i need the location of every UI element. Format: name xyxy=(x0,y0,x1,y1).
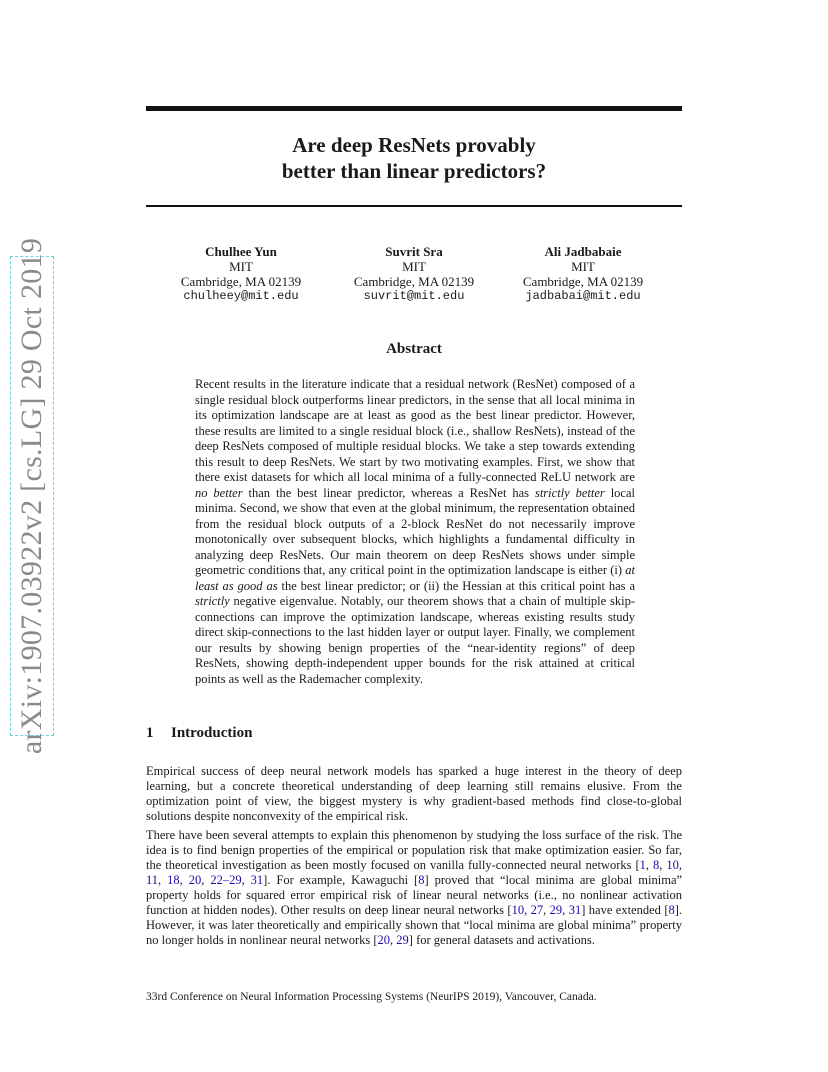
text-span: ]. However, it was later theoretically and empirically shown that “local minima are global minima” property no longer holds in nonlinear neural networks [ xyxy=(146,903,683,947)
citation-link[interactable]: 31 xyxy=(568,903,582,917)
author-affiliation: MIT xyxy=(571,259,595,274)
text-span: ] proved that “local minima are global minima” property holds for squared error empirical risk of linear neural networks (i.e., no nonlinear activation function at hidden nodes). Other results on deep linear neural networks [ xyxy=(146,873,683,917)
title-top-rule xyxy=(146,106,682,111)
abstract-heading: Abstract xyxy=(386,341,442,357)
author-name: Suvrit Sra xyxy=(385,244,443,259)
author-email[interactable]: chulheey@mit.edu xyxy=(183,289,299,303)
abstract-span: local minima. Second, we show that even at the global minimum, the representation obtained from the residual block outputs of a 2-block ResNet do not necessarily improve monotonically over subsequent blocks, which highlights a fundamental difficulty in analyzing deep ResNets. Our main theorem on deep ResNets shows under simple geometric conditions that, any critical point in the optimization landscape is either (i) xyxy=(195,485,636,577)
author-1 xyxy=(156,244,326,304)
citation-link[interactable]: 11 xyxy=(146,873,159,887)
section-number: 1 xyxy=(146,725,154,741)
intro-paragraph-1: Empirical success of deep neural network models has sparked a huge interest in the theory of deep learning, but a concrete theoretical understanding of deep learning still remains elusive. From the optimization point of view, the biggest mystery is why gradient-based methods find close-to-global solutions despite nonconvexity of the empirical risk. xyxy=(146,764,682,823)
abstract-span: negative eigenvalue. Notably, our theorem shows that a chain of multiple skip-connections can improve the optimization landscape, whereas existing results study direct skip-connections to the last hidden layer or output layer. Finally, we complement our results by showing benign properties of the “near-identity regions” of deep ResNets, showing depth-independent upper bounds for the risk attained at critical points as well as the Rademacher complexity. xyxy=(195,594,635,686)
author-affiliation: MIT xyxy=(402,259,426,274)
author-email[interactable]: jadbabai@mit.edu xyxy=(525,289,641,303)
author-affiliation: MIT xyxy=(229,259,253,274)
author-2 xyxy=(329,244,499,304)
title-line-1: Are deep ResNets provably xyxy=(292,133,536,157)
section-heading xyxy=(146,725,252,742)
abstract-emphasis: strictly better xyxy=(534,485,605,500)
section-title: Introduction xyxy=(171,725,253,741)
citation-link[interactable]: 1 xyxy=(639,858,646,872)
author-address: Cambridge, MA 02139 xyxy=(522,274,644,289)
citation-link[interactable]: 27 xyxy=(530,903,544,917)
author-block xyxy=(146,244,682,308)
title-bottom-rule xyxy=(146,205,682,207)
citation-link[interactable]: 10 xyxy=(666,858,679,872)
arxiv-stamp xyxy=(10,237,54,755)
author-address: Cambridge, MA 02139 xyxy=(353,274,475,289)
abstract-span: the best linear predictor; or (ii) the Hessian at this critical point has a xyxy=(277,578,635,593)
citation-link[interactable]: 8 xyxy=(418,873,425,887)
paper-title xyxy=(146,132,682,184)
citation-link[interactable]: 20 xyxy=(377,933,391,947)
conference-footnote: 33rd Conference on Neural Information Processing Systems (NeurIPS 2019), Vancouver, Canada. xyxy=(146,991,597,1003)
author-address: Cambridge, MA 02139 xyxy=(180,274,302,289)
title-line-2: better than linear predictors? xyxy=(281,159,547,183)
author-name: Ali Jadbabaie xyxy=(544,244,622,259)
arxiv-identifier: arXiv:1907.03922v2 [cs.LG] 29 Oct 2019 xyxy=(15,237,49,755)
author-email[interactable]: suvrit@mit.edu xyxy=(363,289,465,303)
abstract-text xyxy=(195,377,635,687)
abstract-span: Recent results in the literature indicate that a residual network (ResNet) composed of a single residual block outperforms linear predictors, in the sense that all local minima in its optimization landscape are at least as good as the best linear predictor. However, these results are limited to a single residual block (i.e., shallow ResNets), instead of the deep ResNets composed of multiple residual blocks. We take a step towards extending this result to deep ResNets. We start by two motivating examples. First, we show that there exist datasets for which all local minima of a fully-connected ReLU network are xyxy=(195,377,635,484)
citation-link[interactable]: 22–29 xyxy=(210,873,242,887)
author-name: Chulhee Yun xyxy=(205,244,277,259)
abstract-emphasis: strictly xyxy=(195,594,230,608)
abstract-span: than the best linear predictor, whereas a ResNet has xyxy=(242,485,535,500)
citation-link[interactable]: 18 xyxy=(167,873,180,887)
citation-link[interactable]: 8 xyxy=(653,858,660,872)
text-span: ] have extended [ xyxy=(581,903,669,917)
citation-link[interactable]: 29 xyxy=(396,933,409,947)
abstract-emphasis: no better xyxy=(195,485,243,500)
abstract-emphasis: at least as good as xyxy=(195,563,635,593)
citation-link[interactable]: 8 xyxy=(668,903,675,917)
citation-link[interactable]: 20 xyxy=(188,873,202,887)
intro-paragraph-2: There have been several attempts to explain this phenomenon by studying the loss surface of the risk. The idea is to find benign properties of the empirical or population risk that make optimization easier. So far, the theoretical investigation as been mostly focused on vanilla fully-connected neural networks [1, 8, 10, 11, 18, 20, 22–29, 31]. For example, Kawaguchi [8] proved that “local minima are global minima” property holds for squared error empirical risk of linear neural networks (i.e., no nonlinear activation function at hidden nodes). Other results on deep linear neural networks [10, 27, 29, 31] have extended [8]. However, it was later theoretically and empirically shown that “local minima are global minima” property no longer holds in nonlinear neural networks [20, 29] for general datasets and activations. xyxy=(146,828,683,947)
text-span: There have been several attempts to explain this phenomenon by studying the loss surface of the risk. The idea is to find benign properties of the empirical or population risk that make optimization easier. So far, the theoretical investigation as been mostly focused on vanilla fully-connected neural networks [ xyxy=(146,828,682,872)
author-3 xyxy=(498,244,668,304)
text-span: ]. For example, Kawaguchi [ xyxy=(263,873,419,887)
citation-link[interactable]: 10 xyxy=(511,903,525,917)
text-span: ] for general datasets and activations. xyxy=(408,933,595,947)
citation-link[interactable]: 31 xyxy=(250,873,264,887)
citation-link[interactable]: 29 xyxy=(549,903,563,917)
